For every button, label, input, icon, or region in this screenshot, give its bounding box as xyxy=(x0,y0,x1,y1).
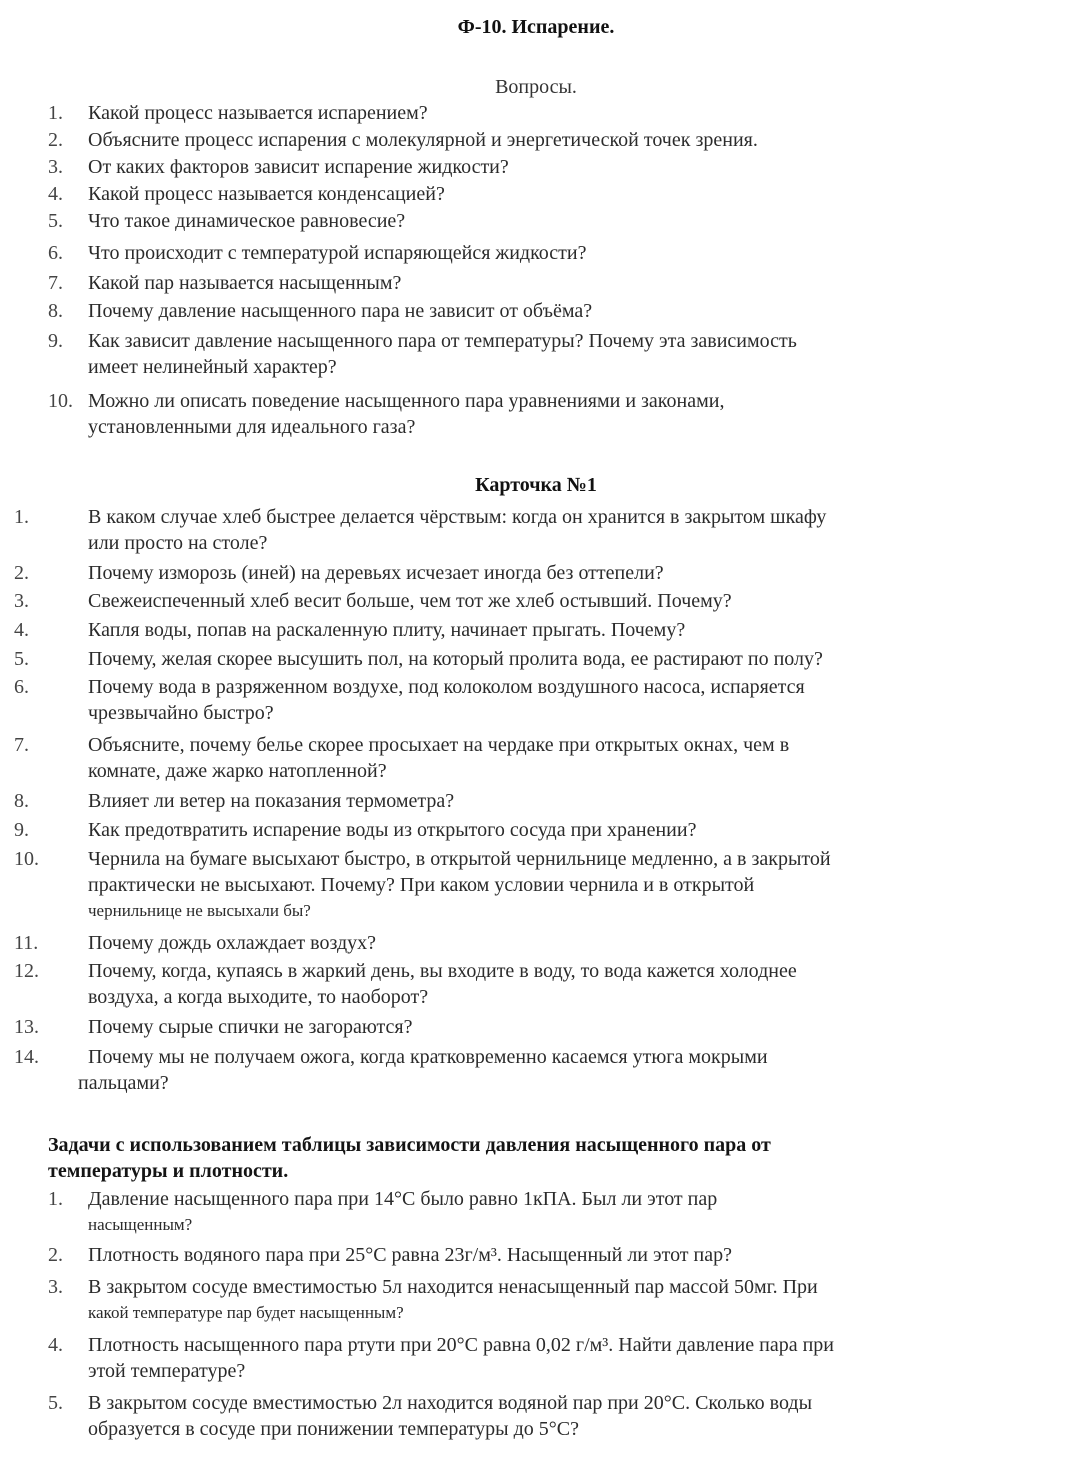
task-number: 3. xyxy=(48,1276,63,1298)
task-text: Давление насыщенного пара при 14°С было равно 1кПА. Был ли этот пар xyxy=(88,1188,718,1210)
question-number: 3. xyxy=(48,156,63,178)
question-number: 9. xyxy=(48,330,63,352)
card-item-text: Капля воды, попав на раскаленную плиту, начинает прыгать. Почему? xyxy=(88,619,686,641)
question-text-continued: установленными для идеального газа? xyxy=(88,416,416,438)
question-number: 5. xyxy=(48,210,63,232)
card-item-number: 2. xyxy=(14,562,29,584)
card-item-number: 9. xyxy=(14,819,29,841)
card-item-text-continued: или просто на столе? xyxy=(88,532,268,554)
question-number: 8. xyxy=(48,300,63,322)
task-text: В закрытом сосуде вместимостью 2л находится водяной пар при 20°С. Сколько воды xyxy=(88,1392,813,1414)
question-text: Объясните процесс испарения с молекулярной и энергетической точек зрения. xyxy=(88,129,758,151)
card-item-number: 6. xyxy=(14,676,29,698)
card-item-text-continued: практически не высыхают. Почему? При каком условии чернила и в открытой xyxy=(88,874,755,896)
question-number: 10. xyxy=(48,390,73,412)
task-number: 4. xyxy=(48,1334,63,1356)
question-text: Что происходит с температурой испаряющейся жидкости? xyxy=(88,242,587,264)
card-item-text-continued: пальцами? xyxy=(78,1072,169,1094)
tasks-heading-line: температуры и плотности. xyxy=(48,1160,289,1182)
question-text: Почему давление насыщенного пара не зависит от объёма? xyxy=(88,300,593,322)
task-text-continued: какой температуре пар будет насыщенным? xyxy=(88,1303,404,1322)
card-item-number: 13. xyxy=(14,1016,39,1038)
card-item-text: Почему дождь охлаждает воздух? xyxy=(88,932,377,954)
card-title: Карточка №1 xyxy=(475,474,597,496)
card-item-text: Почему изморозь (иней) на деревьях исчезает иногда без оттепели? xyxy=(88,562,664,584)
card-item-number: 12. xyxy=(14,960,39,982)
task-number: 2. xyxy=(48,1244,63,1266)
questions-heading: Вопросы. xyxy=(495,76,577,98)
question-text-continued: имеет нелинейный характер? xyxy=(88,356,337,378)
card-item-text: В каком случае хлеб быстрее делается чёрствым: когда он хранится в закрытом шкафу xyxy=(88,506,827,528)
card-item-number: 11. xyxy=(14,932,39,954)
card-item-text-continued: чернильнице не высыхали бы? xyxy=(88,901,311,920)
tasks-heading-line: Задачи с использованием таблицы зависимости давления насыщенного пара от xyxy=(48,1134,771,1156)
card-item-text-continued: воздуха, а когда выходите, то наоборот? xyxy=(88,986,429,1008)
card-item-number: 4. xyxy=(14,619,29,641)
card-item-number: 3. xyxy=(14,590,29,612)
question-number: 7. xyxy=(48,272,63,294)
task-text-continued: насыщенным? xyxy=(88,1215,193,1234)
card-item-text: Влияет ли ветер на показания термометра? xyxy=(88,790,455,812)
task-text: Плотность насыщенного пара ртути при 20°С равна 0,02 г/м³. Найти давление пара при xyxy=(88,1334,834,1356)
question-number: 6. xyxy=(48,242,63,264)
document-title: Ф-10. Испарение. xyxy=(457,16,615,38)
card-item-text: Почему мы не получаем ожога, когда кратковременно касаемся утюга мокрыми xyxy=(88,1046,768,1068)
card-item-number: 14. xyxy=(14,1046,39,1068)
task-text: Плотность водяного пара при 25°С равна 23г/м³. Насыщенный ли этот пар? xyxy=(88,1244,733,1266)
card-item-text: Объясните, почему белье скорее просыхает на чердаке при открытых окнах, чем в xyxy=(88,734,790,756)
task-number: 1. xyxy=(48,1188,63,1210)
card-item-text-continued: чрезвычайно быстро? xyxy=(88,702,274,724)
tasks-heading xyxy=(48,1132,1008,1184)
task-text-continued: этой температуре? xyxy=(88,1360,246,1382)
question-number: 4. xyxy=(48,183,63,205)
card-item-number: 10. xyxy=(14,848,39,870)
task-number: 5. xyxy=(48,1392,63,1414)
task-text: В закрытом сосуде вместимостью 5л находится ненасыщенный пар массой 50мг. При xyxy=(88,1276,818,1298)
question-text: Какой процесс называется конденсацией? xyxy=(88,183,445,205)
task-text-continued: образуется в сосуде при понижении температуры до 5°С? xyxy=(88,1418,580,1440)
card-item-number: 8. xyxy=(14,790,29,812)
card-item-text: Почему, желая скорее высушить пол, на который пролита вода, ее растирают по полу? xyxy=(88,648,823,670)
question-text: Что такое динамическое равновесие? xyxy=(88,210,406,232)
question-text: Какой процесс называется испарением? xyxy=(88,102,428,124)
card-item-text: Как предотвратить испарение воды из открытого сосуда при хранении? xyxy=(88,819,697,841)
card-item-number: 1. xyxy=(14,506,29,528)
card-item-text: Почему сырые спички не загораются? xyxy=(88,1016,413,1038)
question-text: От каких факторов зависит испарение жидкости? xyxy=(88,156,509,178)
card-item-number: 7. xyxy=(14,734,29,756)
question-text: Как зависит давление насыщенного пара от температуры? Почему эта зависимость xyxy=(88,330,797,352)
card-item-text: Чернила на бумаге высыхают быстро, в открытой чернильнице медленно, а в закрытой xyxy=(88,848,831,870)
card-item-text-continued: комнате, даже жарко натопленной? xyxy=(88,760,387,782)
card-item-number: 5. xyxy=(14,648,29,670)
question-text: Какой пар называется насыщенным? xyxy=(88,272,402,294)
question-number: 2. xyxy=(48,129,63,151)
card-item-text: Почему, когда, купаясь в жаркий день, вы входите в воду, то вода кажется холоднее xyxy=(88,960,797,982)
card-item-text: Свежеиспеченный хлеб весит больше, чем тот же хлеб остывший. Почему? xyxy=(88,590,732,612)
question-number: 1. xyxy=(48,102,63,124)
card-item-text: Почему вода в разряженном воздухе, под колоколом воздушного насоса, испаряется xyxy=(88,676,805,698)
question-text: Можно ли описать поведение насыщенного пара уравнениями и законами, xyxy=(88,390,725,412)
